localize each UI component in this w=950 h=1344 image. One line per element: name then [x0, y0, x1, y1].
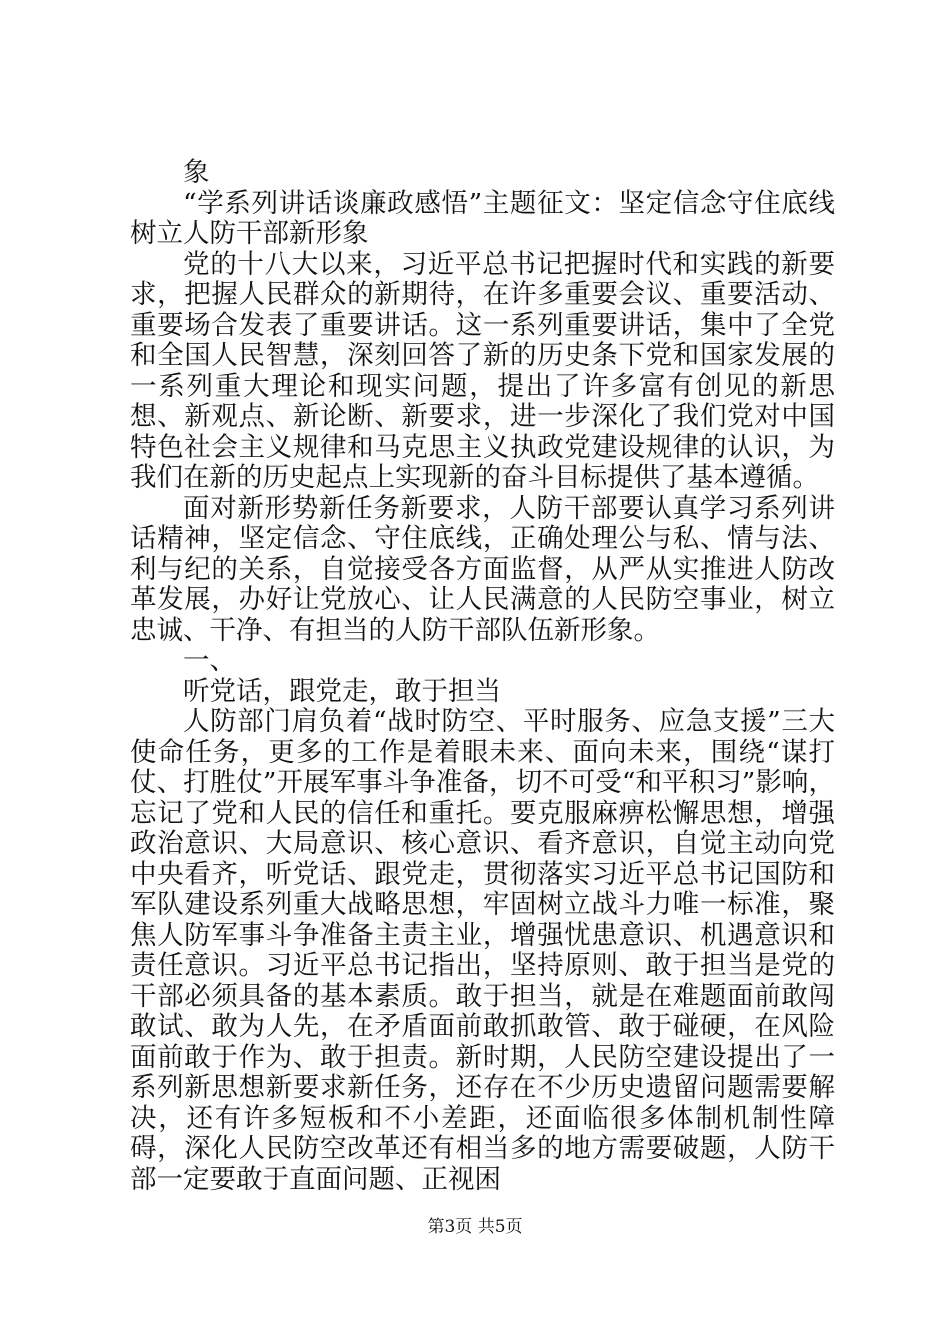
paragraph: 面对新形势新任务新要求，人防干部要认真学习系列讲话精神，坚定信念、守住底线，正确处理公与私、情与法、利与纪的关系，自觉接受各方面监督，从严从实推进人防改革发展，办好让党放心、让人民满意的人民防空事业，树立忠诚、干净、有担当的人防干部队伍新形象。 — [130, 492, 835, 646]
paragraph-fragment: 象 — [183, 157, 210, 188]
section-number: 一、 — [183, 645, 236, 676]
paragraph: 党的十八大以来，习近平总书记把握时代和实践的新要求，把握人民群众的新期待，在许多重要会议、重要活动、重要场合发表了重要讲话。这一系列重要讲话，集中了全党和全国人民智慧，深刻回答了新的历史条下党和国家发展的一系列重大理论和现实问题，提出了许多富有创见的新思想、新观点、新论断、新要求，进一步深化了我们党对中国特色社会主义规律和马克思主义执政党建设规律的认识，为我们在新的历史起点上实现新的奋斗目标提供了基本遵循。 — [130, 248, 835, 493]
paragraph: 人防部门肩负着“战时防空、平时服务、应急支援”三大使命任务，更多的工作是着眼未来、面向未来，围绕“谋打仗、打胜仗”开展军事斗争准备，切不可受“和平积习”影响，忘记了党和人民的信任和重托。要克服麻痹松懈思想，增强政治意识、大局意识、核心意识、看齐意识，自觉主动向党中央看齐，听党话、跟党走，贯彻落实习近平总书记国防和军队建设系列重大战略思想，牢固树立战斗力唯一标准，聚焦人防军事斗争准备主责主业，增强忧患意识、机遇意识和责任意识。习近平总书记指出，坚持原则、敢于担当是党的干部必须具备的基本素质。敢于担当，就是在难题面前敢闯敢试、敢为人先，在矛盾面前敢抓敢管、敢于碰硬，在风险面前敢于作为、敢于担责。新时期，人民防空建设提出了一系列新思想新要求新任务，还存在不少历史遗留问题需要解决，还有许多短板和不小差距，还面临很多体制机制性障碍，深化人民防空改革还有相当多的地方需要破题，人防干部一定要敢于直面问题、正视困 — [130, 706, 835, 1195]
section-heading: 听党话，跟党走，敢于担当 — [183, 675, 501, 707]
page-footer — [0, 1212, 950, 1237]
page-number: 第3页 共5页 — [427, 1217, 523, 1237]
document-body — [130, 158, 835, 1195]
essay-title: “学系列讲话谈廉政感悟”主题征文：坚定信念守住底线树立人防干部新形象 — [130, 187, 835, 249]
